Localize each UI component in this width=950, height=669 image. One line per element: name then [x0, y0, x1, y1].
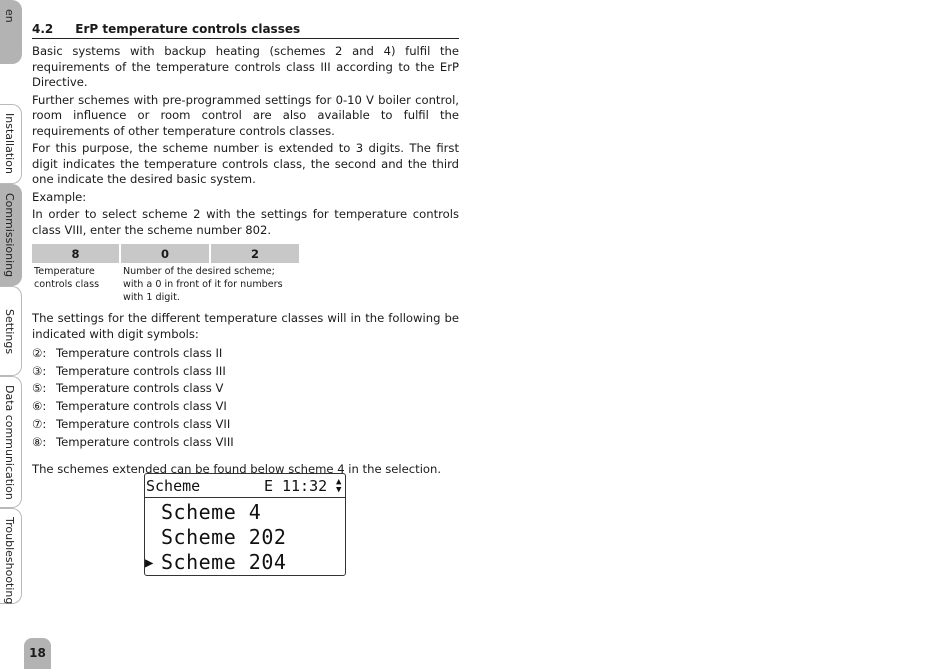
list-item — [32, 363, 459, 381]
digit-symbol: ⑥: — [32, 399, 47, 414]
page-number: 18 — [24, 638, 51, 669]
class-description: Temperature controls class — [34, 266, 100, 290]
digit-symbol: ⑦: — [32, 416, 47, 431]
digit-symbol: ⑧: — [32, 434, 47, 449]
tab-label: Data communication — [3, 385, 16, 500]
symbol-text: Temperature controls class VII — [56, 416, 231, 431]
digit-header: 2 — [211, 244, 299, 263]
digit-header: 0 — [121, 244, 209, 263]
symbol-text: Temperature controls class II — [56, 346, 223, 360]
tab-troubleshooting[interactable] — [0, 508, 22, 604]
digit-symbol: ③: — [32, 363, 47, 378]
tab-settings[interactable] — [0, 286, 22, 376]
scheme-number-table — [30, 244, 301, 304]
list-item — [32, 345, 459, 363]
main-content — [32, 22, 459, 478]
tab-label: Settings — [3, 309, 16, 355]
paragraph: Further schemes with pre-programmed settings for 0-10 V boiler control, room influence or room control are also available to fulfil the requirements of other temperature controls classes. — [32, 92, 459, 138]
paragraph: Example: — [32, 189, 87, 204]
list-item — [32, 416, 459, 434]
tab-installation[interactable] — [0, 104, 22, 184]
paragraph: In order to select scheme 2 with the settings for temperature controls class VIII, enter the scheme number 802. — [32, 207, 459, 237]
lcd-title: Scheme — [146, 476, 201, 495]
symbol-text: Temperature controls class III — [56, 363, 226, 378]
tab-label: Troubleshooting — [3, 517, 16, 605]
tab-label: en — [3, 9, 16, 23]
symbol-text: Temperature controls class VIII — [56, 434, 234, 449]
tab-en[interactable] — [0, 0, 22, 64]
lcd-indicator: E — [264, 476, 274, 495]
closing-paragraph: The schemes extended can be found below scheme 4 in the selection. — [32, 462, 442, 477]
symbol-text: Temperature controls class VI — [56, 399, 227, 414]
lcd-menu-item-selected: Scheme 204 — [161, 550, 287, 574]
section-heading — [32, 22, 459, 39]
tab-label: Installation — [3, 113, 16, 174]
lcd-display — [144, 473, 346, 576]
list-item — [32, 380, 459, 398]
side-tabs — [0, 0, 24, 669]
section-title: ErP temperature controls classes — [75, 22, 301, 36]
scheme-description: Number of the desired scheme; with a 0 in front of it for numbers with 1 digit. — [123, 266, 283, 303]
lcd-header — [145, 474, 345, 498]
symbol-list — [32, 345, 459, 451]
section-number: 4.2 — [32, 22, 54, 36]
list-item — [32, 398, 459, 416]
paragraph: Basic systems with backup heating (schemes 2 and 4) fulfil the requirements of the temperature controls class III according to the ErP Directive. — [32, 44, 459, 89]
tab-data-communication[interactable] — [0, 376, 22, 508]
digit-symbol: ⑤: — [32, 381, 47, 396]
selection-pointer-icon: ▶ — [145, 555, 154, 571]
tab-commissioning[interactable] — [0, 184, 22, 286]
symbol-text: Temperature controls class V — [56, 381, 224, 396]
lcd-menu-item: Scheme 4 — [161, 500, 262, 524]
up-down-arrows-icon: ▲ ▼ — [336, 476, 342, 495]
list-item — [32, 434, 459, 452]
lcd-time: 11:32 — [282, 476, 328, 495]
tab-label: Commissioning — [3, 193, 16, 278]
digit-header: 8 — [32, 244, 119, 263]
paragraph: For this purpose, the scheme number is extended to 3 digits. The first digit indicates the temperature controls class, the second and the third one indicate the desired basic system. — [32, 141, 459, 186]
digit-symbol: ②: — [32, 346, 47, 360]
symbols-intro: The settings for the different temperature classes will in the following be indicated with digit symbols: — [32, 311, 459, 341]
lcd-menu-item: Scheme 202 — [161, 525, 287, 549]
